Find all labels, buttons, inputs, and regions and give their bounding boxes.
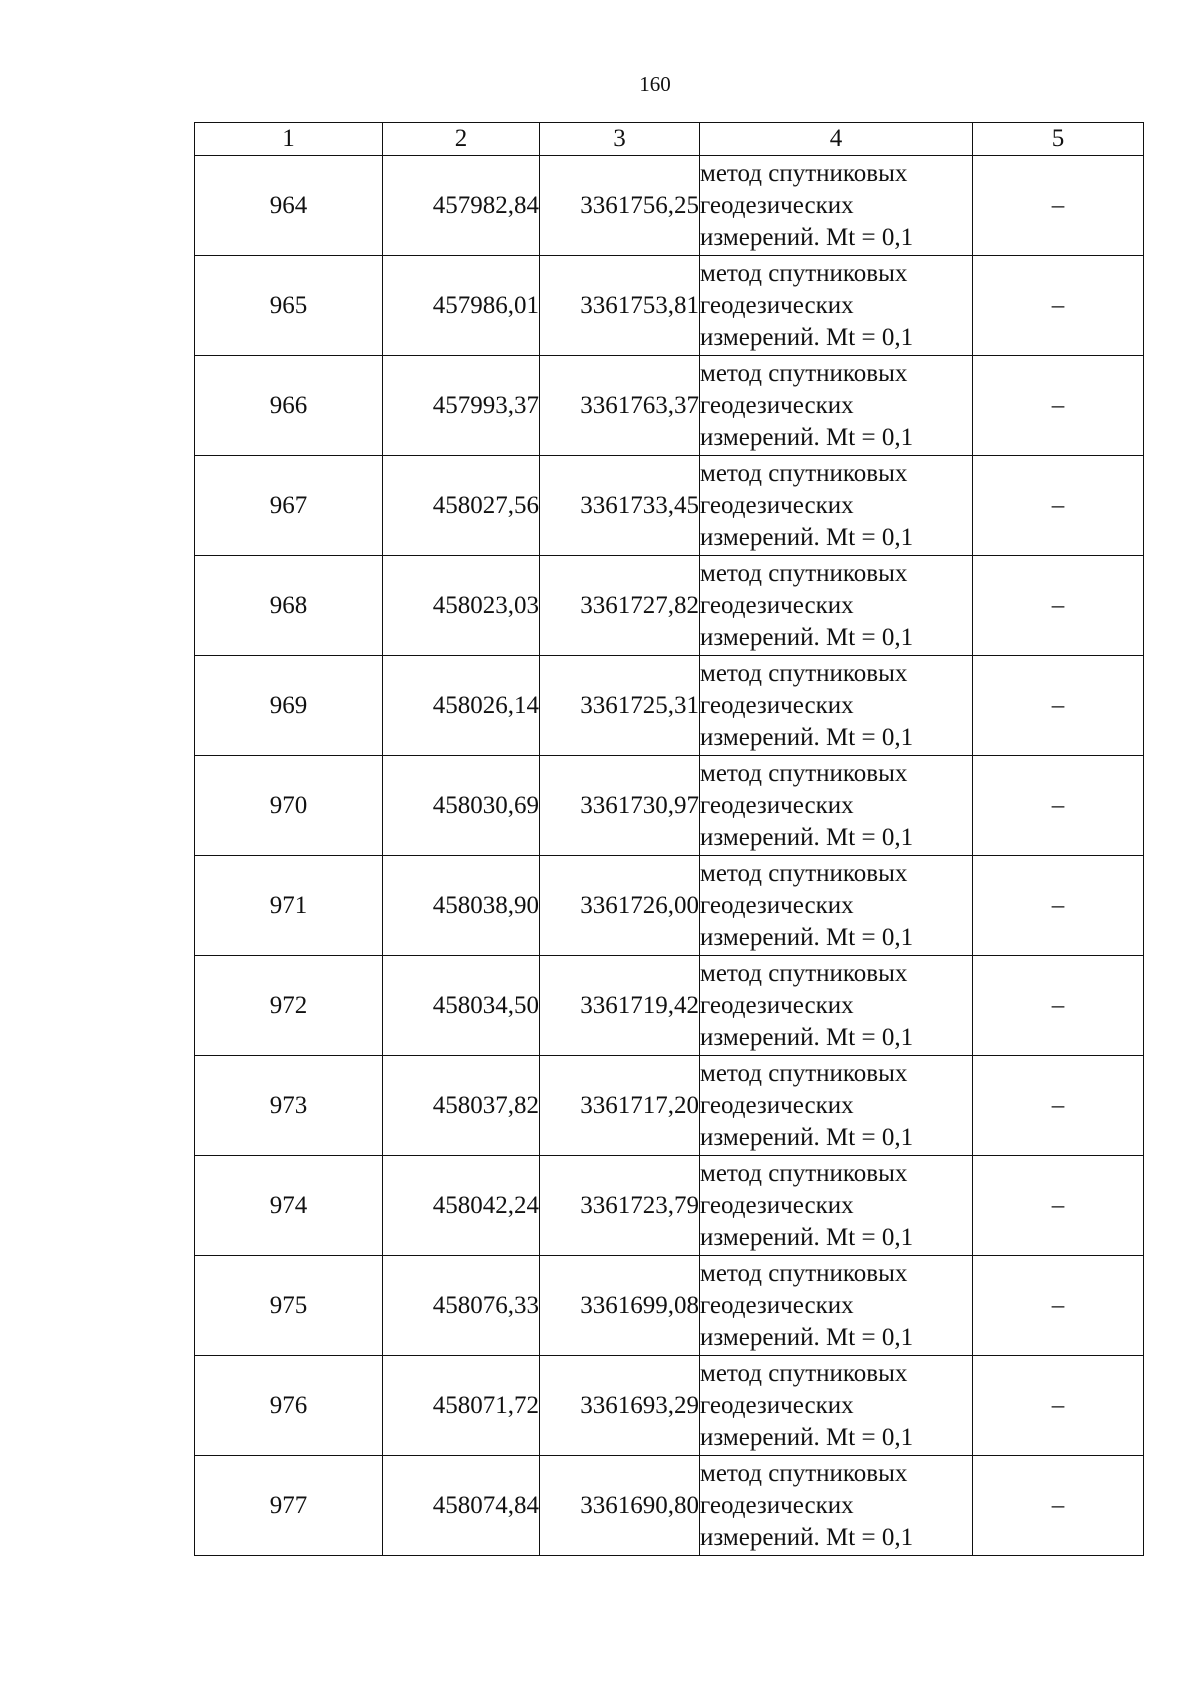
table-row: [195, 1456, 1144, 1556]
y-coordinate-cell: 3361719,42: [540, 956, 700, 1056]
y-coordinate-cell: 3361699,08: [540, 1256, 700, 1356]
y-coordinate-cell: 3361723,79: [540, 1156, 700, 1256]
method-cell: [700, 256, 973, 356]
method-line: метод спутниковых: [700, 1259, 908, 1287]
method-cell: [700, 156, 973, 256]
point-number-cell: 966: [195, 356, 383, 456]
method-line: геодезических: [700, 791, 854, 819]
table-row: [195, 156, 1144, 256]
method-line: геодезических: [700, 291, 854, 319]
x-coordinate-cell: 458074,84: [383, 1456, 540, 1556]
y-coordinate-cell: 3361726,00: [540, 856, 700, 956]
method-line: измерений. Mt = 0,1: [700, 223, 914, 251]
note-cell: –: [973, 756, 1144, 856]
table-body: [195, 156, 1144, 1556]
method-line: измерений. Mt = 0,1: [700, 1423, 914, 1451]
point-number-cell: 965: [195, 256, 383, 356]
y-coordinate-cell: 3361693,29: [540, 1356, 700, 1456]
table-row: [195, 356, 1144, 456]
coordinates-table: [194, 122, 1144, 1556]
method-line: метод спутниковых: [700, 959, 908, 987]
method-cell: [700, 756, 973, 856]
note-cell: –: [973, 956, 1144, 1056]
y-coordinate-cell: 3361733,45: [540, 456, 700, 556]
method-line: метод спутниковых: [700, 459, 908, 487]
method-cell: [700, 856, 973, 956]
point-number-cell: 974: [195, 1156, 383, 1256]
x-coordinate-cell: 458034,50: [383, 956, 540, 1056]
point-number-cell: 971: [195, 856, 383, 956]
note-cell: –: [973, 856, 1144, 956]
method-line: измерений. Mt = 0,1: [700, 723, 914, 751]
y-coordinate-cell: 3361763,37: [540, 356, 700, 456]
method-cell: [700, 1256, 973, 1356]
method-line: метод спутниковых: [700, 159, 908, 187]
y-coordinate-cell: 3361690,80: [540, 1456, 700, 1556]
column-header-1: 1: [195, 123, 383, 156]
table-row: [195, 656, 1144, 756]
column-header-5: 5: [973, 123, 1144, 156]
method-line: метод спутниковых: [700, 759, 908, 787]
table-row: [195, 456, 1144, 556]
method-line: геодезических: [700, 491, 854, 519]
method-line: геодезических: [700, 691, 854, 719]
note-cell: –: [973, 556, 1144, 656]
column-header-4: 4: [700, 123, 973, 156]
method-cell: [700, 1056, 973, 1156]
x-coordinate-cell: 458042,24: [383, 1156, 540, 1256]
x-coordinate-cell: 458037,82: [383, 1056, 540, 1156]
table-row: [195, 1356, 1144, 1456]
y-coordinate-cell: 3361753,81: [540, 256, 700, 356]
x-coordinate-cell: 458076,33: [383, 1256, 540, 1356]
column-header-2: 2: [383, 123, 540, 156]
table-row: [195, 756, 1144, 856]
point-number-cell: 973: [195, 1056, 383, 1156]
x-coordinate-cell: 458027,56: [383, 456, 540, 556]
method-line: геодезических: [700, 1491, 854, 1519]
method-cell: [700, 456, 973, 556]
x-coordinate-cell: 458026,14: [383, 656, 540, 756]
table-row: [195, 1156, 1144, 1256]
note-cell: –: [973, 1056, 1144, 1156]
y-coordinate-cell: 3361730,97: [540, 756, 700, 856]
method-line: метод спутниковых: [700, 1359, 908, 1387]
table-row: [195, 256, 1144, 356]
point-number-cell: 972: [195, 956, 383, 1056]
method-line: измерений. Mt = 0,1: [700, 1123, 914, 1151]
note-cell: –: [973, 256, 1144, 356]
note-cell: –: [973, 156, 1144, 256]
method-line: измерений. Mt = 0,1: [700, 823, 914, 851]
method-line: геодезических: [700, 391, 854, 419]
method-line: метод спутниковых: [700, 1159, 908, 1187]
x-coordinate-cell: 457986,01: [383, 256, 540, 356]
note-cell: –: [973, 1356, 1144, 1456]
method-line: геодезических: [700, 891, 854, 919]
point-number-cell: 968: [195, 556, 383, 656]
method-line: метод спутниковых: [700, 559, 908, 587]
method-line: метод спутниковых: [700, 259, 908, 287]
x-coordinate-cell: 458023,03: [383, 556, 540, 656]
table-header-row: [195, 123, 1144, 156]
y-coordinate-cell: 3361756,25: [540, 156, 700, 256]
method-cell: [700, 1456, 973, 1556]
method-line: геодезических: [700, 1291, 854, 1319]
table-row: [195, 556, 1144, 656]
method-line: измерений. Mt = 0,1: [700, 523, 914, 551]
method-line: измерений. Mt = 0,1: [700, 623, 914, 651]
x-coordinate-cell: 458071,72: [383, 1356, 540, 1456]
method-line: метод спутниковых: [700, 359, 908, 387]
page-number: 160: [639, 72, 671, 96]
method-line: метод спутниковых: [700, 859, 908, 887]
method-line: измерений. Mt = 0,1: [700, 1223, 914, 1251]
x-coordinate-cell: 458038,90: [383, 856, 540, 956]
method-line: геодезических: [700, 991, 854, 1019]
method-line: измерений. Mt = 0,1: [700, 323, 914, 351]
method-line: метод спутниковых: [700, 1059, 908, 1087]
method-cell: [700, 1356, 973, 1456]
method-line: геодезических: [700, 1391, 854, 1419]
method-cell: [700, 1156, 973, 1256]
table-row: [195, 1056, 1144, 1156]
column-header-3: 3: [540, 123, 700, 156]
method-line: геодезических: [700, 1191, 854, 1219]
x-coordinate-cell: 457982,84: [383, 156, 540, 256]
method-cell: [700, 356, 973, 456]
method-line: измерений. Mt = 0,1: [700, 1523, 914, 1551]
method-cell: [700, 556, 973, 656]
method-line: измерений. Mt = 0,1: [700, 1323, 914, 1351]
note-cell: –: [973, 456, 1144, 556]
table-row: [195, 956, 1144, 1056]
x-coordinate-cell: 457993,37: [383, 356, 540, 456]
method-line: измерений. Mt = 0,1: [700, 923, 914, 951]
note-cell: –: [973, 656, 1144, 756]
point-number-cell: 977: [195, 1456, 383, 1556]
point-number-cell: 975: [195, 1256, 383, 1356]
point-number-cell: 964: [195, 156, 383, 256]
note-cell: –: [973, 1456, 1144, 1556]
y-coordinate-cell: 3361727,82: [540, 556, 700, 656]
table-row: [195, 1256, 1144, 1356]
method-line: метод спутниковых: [700, 659, 908, 687]
method-line: геодезических: [700, 591, 854, 619]
point-number-cell: 967: [195, 456, 383, 556]
method-line: метод спутниковых: [700, 1459, 908, 1487]
method-line: геодезических: [700, 191, 854, 219]
method-cell: [700, 956, 973, 1056]
note-cell: –: [973, 356, 1144, 456]
note-cell: –: [973, 1256, 1144, 1356]
y-coordinate-cell: 3361717,20: [540, 1056, 700, 1156]
method-line: измерений. Mt = 0,1: [700, 1023, 914, 1051]
note-cell: –: [973, 1156, 1144, 1256]
y-coordinate-cell: 3361725,31: [540, 656, 700, 756]
table-row: [195, 856, 1144, 956]
method-line: геодезических: [700, 1091, 854, 1119]
point-number-cell: 970: [195, 756, 383, 856]
point-number-cell: 976: [195, 1356, 383, 1456]
point-number-cell: 969: [195, 656, 383, 756]
method-cell: [700, 656, 973, 756]
method-line: измерений. Mt = 0,1: [700, 423, 914, 451]
x-coordinate-cell: 458030,69: [383, 756, 540, 856]
